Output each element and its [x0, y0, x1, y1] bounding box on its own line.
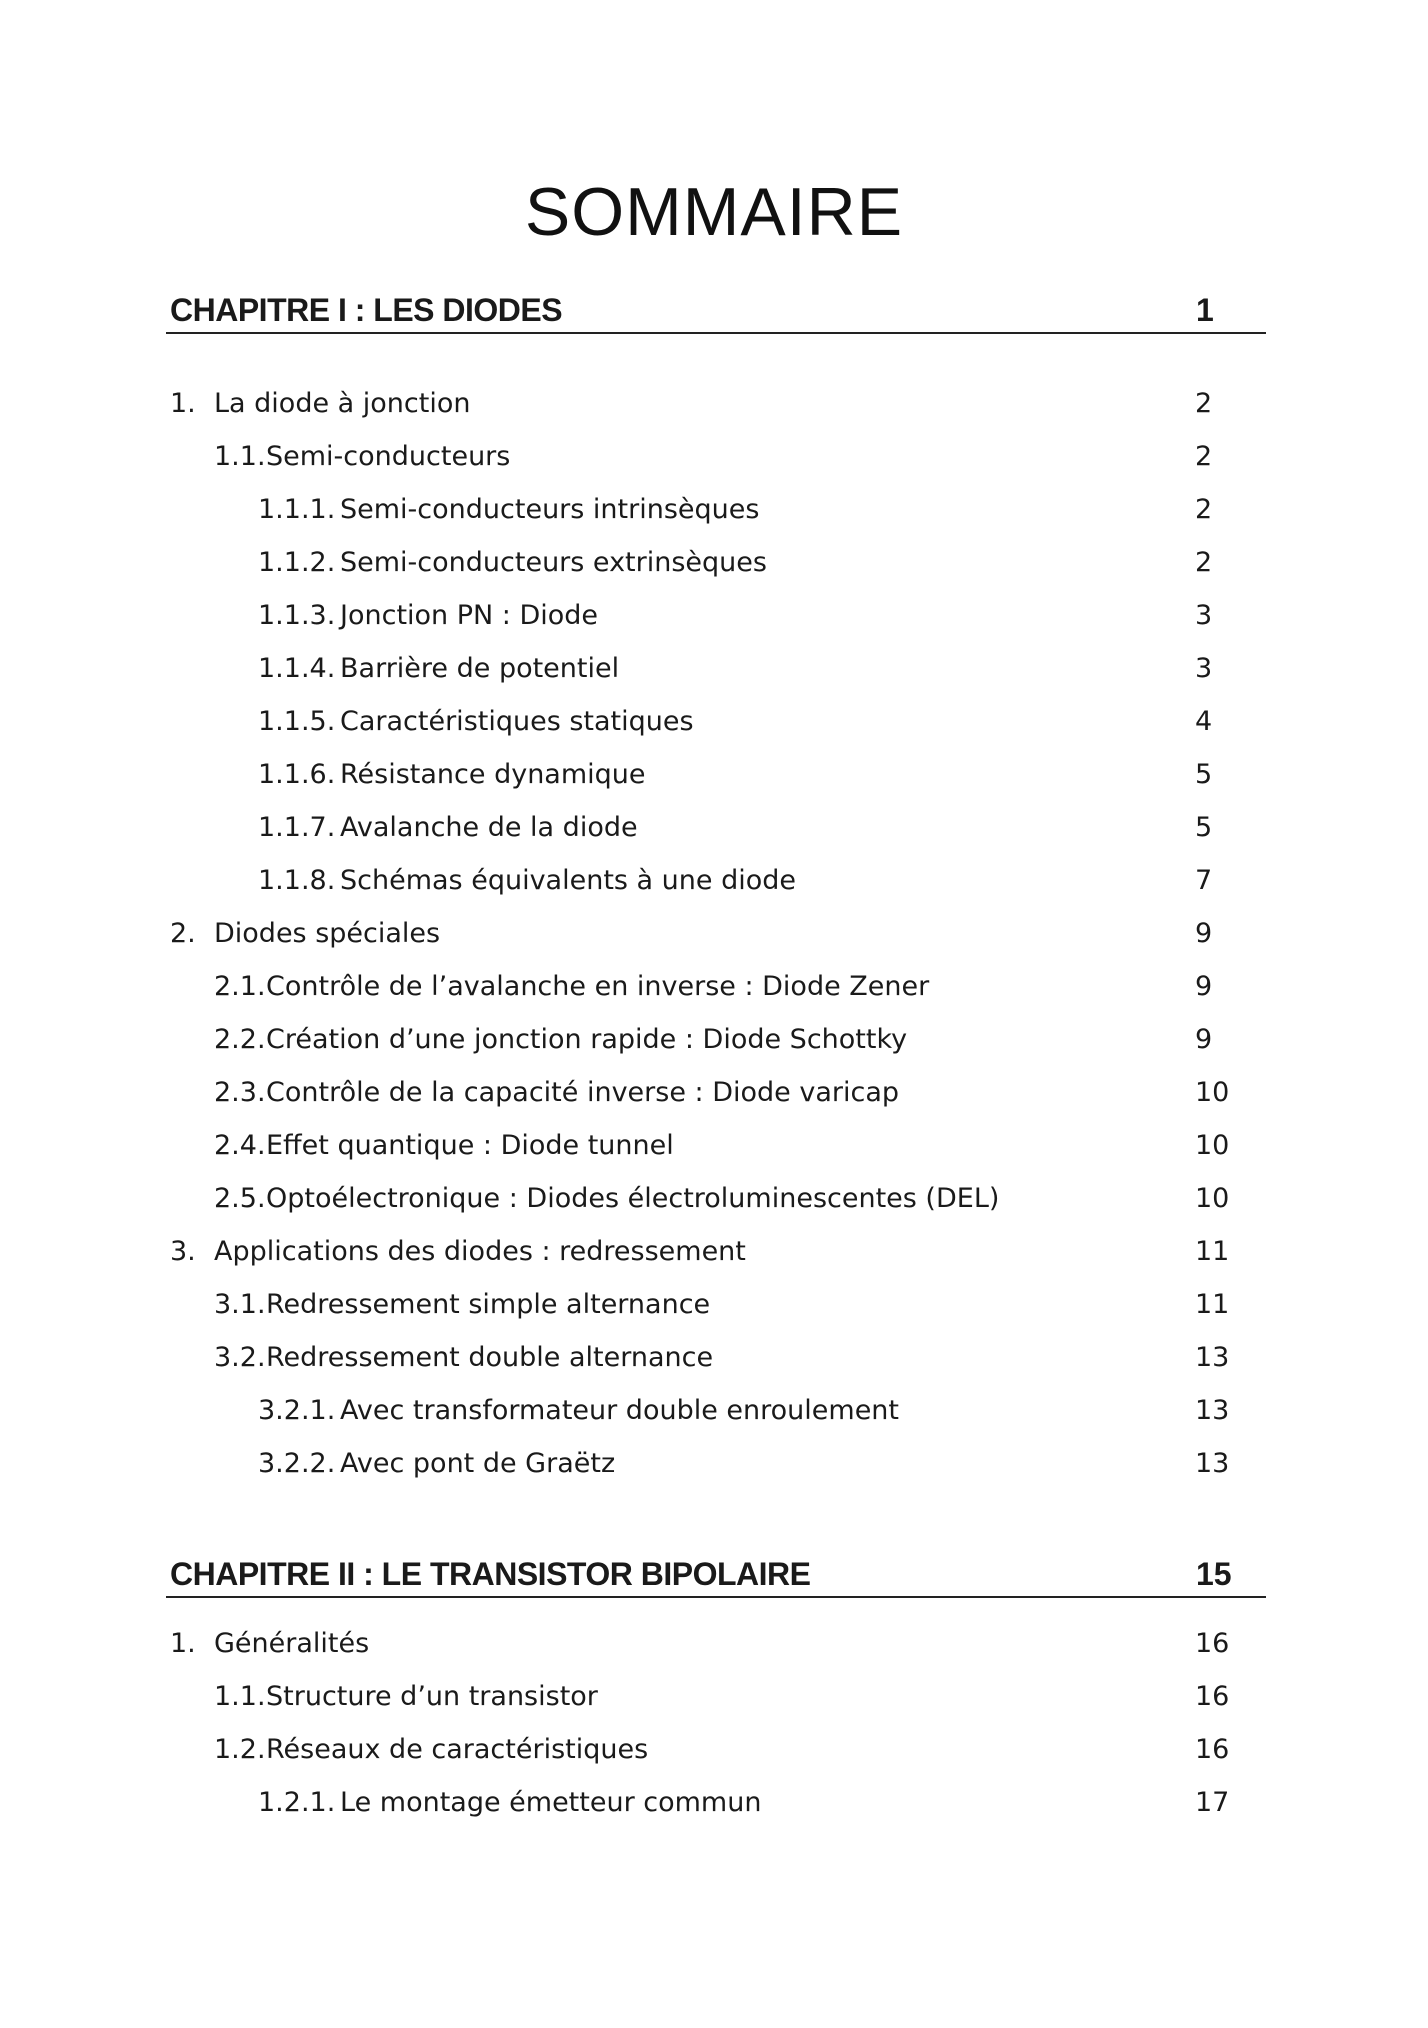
toc-entry-page-number: 13: [1195, 1395, 1230, 1426]
toc-entry-page-number: 5: [1195, 812, 1213, 843]
toc-entry-page-number: 16: [1195, 1681, 1230, 1712]
toc-entry-title: Généralités: [214, 1628, 370, 1659]
toc-entry-title: Semi-conducteurs extrinsèques: [340, 547, 767, 578]
toc-entry-number: 3.2.: [214, 1342, 266, 1373]
chapter-heading[interactable]: [166, 1552, 1266, 1598]
toc-entry-number: 1.1.8.: [258, 865, 336, 896]
toc-entry-page-number: 10: [1195, 1130, 1230, 1161]
toc-entry-page-number: 2: [1195, 494, 1213, 525]
toc-entry-title: Applications des diodes : redressement: [214, 1236, 746, 1267]
toc-entry-number: 3.1.: [214, 1289, 266, 1320]
toc-entry-title: Jonction PN : Diode: [340, 600, 599, 631]
toc-entry-title: Création d’une jonction rapide : Diode Schottky: [266, 1024, 908, 1055]
toc-entry-number: 3.2.2.: [258, 1448, 336, 1479]
toc-entry-number: 1.1.6.: [258, 759, 336, 790]
toc-entry-page-number: 13: [1195, 1342, 1230, 1373]
toc-entry-page-number: 17: [1195, 1787, 1230, 1818]
toc-entry-page-number: 11: [1195, 1289, 1230, 1320]
toc-entry-number: 3.: [170, 1236, 196, 1267]
toc-entry-page-number: 2: [1195, 441, 1213, 472]
toc-entry-page-number: 16: [1195, 1734, 1230, 1765]
toc-entry-page-number: 9: [1195, 918, 1213, 949]
toc-entry-title: Contrôle de l’avalanche en inverse : Diode Zener: [266, 971, 930, 1002]
toc-entry-page-number: 10: [1195, 1077, 1230, 1108]
toc-entry-page-number: 3: [1195, 600, 1213, 631]
toc-entry-page-number: 2: [1195, 547, 1213, 578]
toc-entry-title: Caractéristiques statiques: [340, 706, 694, 737]
toc-entry-number: 2.5.: [214, 1183, 266, 1214]
toc-entry-page-number: 3: [1195, 653, 1213, 684]
toc-entry-page-number: 16: [1195, 1628, 1230, 1659]
chapter-title: CHAPITRE I : LES DIODES: [170, 292, 563, 328]
toc-entry-number: 2.: [170, 918, 196, 949]
toc-entry-page-number: 9: [1195, 1024, 1213, 1055]
toc-entry-page-number: 7: [1195, 865, 1213, 896]
toc-entry-number: 1.1.7.: [258, 812, 336, 843]
toc-entry-page-number: 9: [1195, 971, 1213, 1002]
toc-entry-title: Résistance dynamique: [340, 759, 646, 790]
toc-entry-number: 3.2.1.: [258, 1395, 336, 1426]
toc-entry-title: La diode à jonction: [214, 388, 471, 419]
toc-entry-title: Barrière de potentiel: [340, 653, 620, 684]
toc-entry-title: Le montage émetteur commun: [340, 1787, 762, 1818]
toc-entry-number: 1.1.1.: [258, 494, 336, 525]
page-title: SOMMAIRE: [524, 174, 904, 250]
chapter-title: CHAPITRE II : LE TRANSISTOR BIPOLAIRE: [170, 1556, 811, 1592]
toc-entry-number: 1.2.1.: [258, 1787, 336, 1818]
toc-entry-number: 1.1.2.: [258, 547, 336, 578]
toc-entry-title: Semi-conducteurs: [266, 441, 511, 472]
toc-entry-number: 1.1.5.: [258, 706, 336, 737]
toc-entry-number: 2.3.: [214, 1077, 266, 1108]
toc-entry-title: Redressement simple alternance: [266, 1289, 711, 1320]
toc-entry-number: 1.1.3.: [258, 600, 336, 631]
toc-entry-title: Réseaux de caractéristiques: [266, 1734, 649, 1765]
chapter-page-number: 15: [1196, 1556, 1232, 1592]
toc-entry-number: 1.1.: [214, 441, 266, 472]
toc-entry-title: Schémas équivalents à une diode: [340, 865, 797, 896]
chapter-page-number: 1: [1196, 292, 1214, 328]
toc-entry-title: Semi-conducteurs intrinsèques: [340, 494, 760, 525]
toc-entry-page-number: 11: [1195, 1236, 1230, 1267]
toc-entry-number: 2.4.: [214, 1130, 266, 1161]
toc-entry-number: 1.: [170, 1628, 196, 1659]
toc-entry-number: 1.1.4.: [258, 653, 336, 684]
toc-entry-page-number: 10: [1195, 1183, 1230, 1214]
toc-entry-number: 2.1.: [214, 971, 266, 1002]
toc-entry-page-number: 4: [1195, 706, 1213, 737]
toc-entry-title: Avalanche de la diode: [340, 812, 638, 843]
toc-entry-number: 1.2.: [214, 1734, 266, 1765]
toc-entry-title: Avec pont de Graëtz: [340, 1448, 616, 1479]
toc-entry-title: Diodes spéciales: [214, 918, 441, 949]
toc-entry-title: Redressement double alternance: [266, 1342, 714, 1373]
toc-entry-title: Optoélectronique : Diodes électroluminescentes (DEL): [266, 1183, 1000, 1214]
toc-entry-page-number: 13: [1195, 1448, 1230, 1479]
toc-entry-title: Avec transformateur double enroulement: [340, 1395, 899, 1426]
chapter-heading[interactable]: [166, 288, 1266, 334]
toc-entry-number: 1.: [170, 388, 196, 419]
toc-entry-number: 2.2.: [214, 1024, 266, 1055]
toc-entry-page-number: 5: [1195, 759, 1213, 790]
toc-entry-page-number: 2: [1195, 388, 1213, 419]
toc-entry-title: Structure d’un transistor: [266, 1681, 598, 1712]
toc-entry-number: 1.1.: [214, 1681, 266, 1712]
toc-entry-title: Contrôle de la capacité inverse : Diode varicap: [266, 1077, 899, 1108]
toc-entry-title: Effet quantique : Diode tunnel: [266, 1130, 674, 1161]
